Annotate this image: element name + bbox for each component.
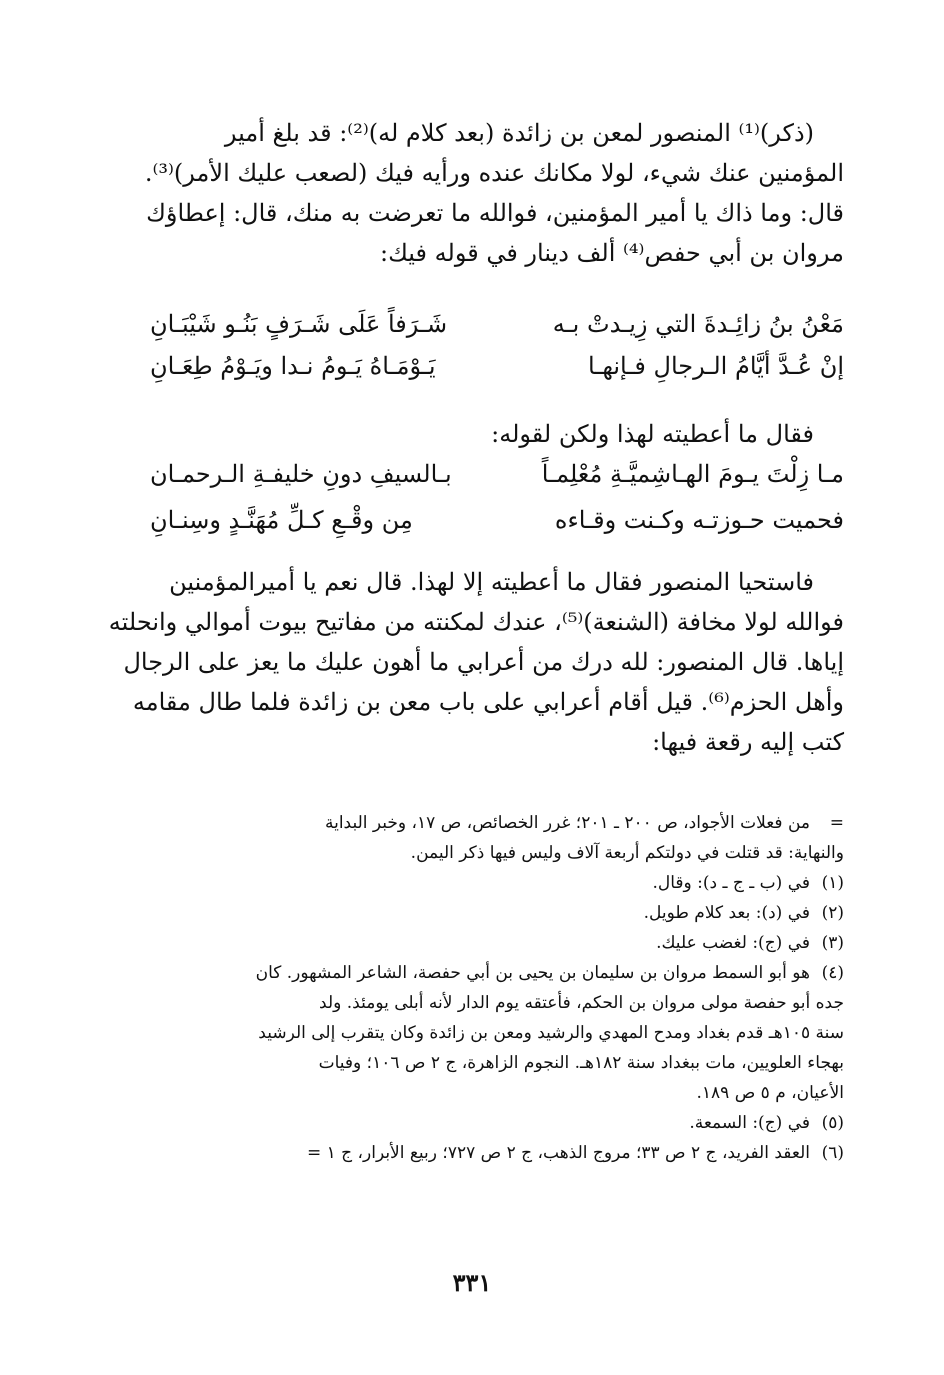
verse-line xyxy=(150,460,844,500)
footnote-number: (٣) xyxy=(821,933,844,953)
footnote-text: جده أبو حفصة مولى مروان بن الحكم، فأعتقه يوم الدار لأنه أبلى يومئذ. ولد xyxy=(319,993,844,1013)
verse-first-hemistich: مـا زِلْتَ يـومَ الهـاشِميَّـةِ مُعْلِمـاً xyxy=(541,460,844,488)
verse-second-hemistich: بـالسيفِ دونِ خليفـةِ الـرحمـان xyxy=(150,460,452,488)
verse-intro xyxy=(150,414,844,454)
paragraph-line: (ذكر)⁽¹⁾ المنصور لمعن بن زائدة (بعد كلام له)⁽²⁾: قد بلغ أمير xyxy=(224,119,814,147)
verse-first-hemistich: فحميت حـوزتـه وكـنت وقـاءه xyxy=(554,506,844,534)
paragraph-2 xyxy=(108,562,844,762)
footnote-text: في (ج): السمعة. xyxy=(689,1113,810,1133)
footnote-text: سنة ١٠٥هـ قدم بغداد ومدح المهدي والرشيد ومعن بن زائدة وكان يتقرب إلى الرشيد xyxy=(258,1023,844,1043)
footnote xyxy=(150,1108,844,1138)
footnote-number: (٤) xyxy=(821,963,844,983)
footnote-marker: = xyxy=(829,813,844,833)
footnote-text: الأعيان، م ٥ ص ١٨٩. xyxy=(696,1083,844,1103)
verse-first-hemistich: إنْ عُـدَّ أيَّامُ الـرجالِ فـإنهـا xyxy=(587,352,844,380)
paragraph-line: إياها. قال المنصور: لله درك من أعرابي ما أهون عليك ما يعز على الرجال xyxy=(123,648,844,676)
footnote-text: والنهاية: قد قتلت في دولتكم أربعة آلاف وليس فيها ذكر اليمن. xyxy=(410,843,844,863)
paragraph-line: قال: وما ذاك يا أمير المؤمنين، فوالله ما تعرضت به منك، قال: إعطاؤك xyxy=(146,199,844,227)
footnote-number: (٦) xyxy=(821,1143,844,1163)
paragraph-line: فاستحيا المنصور فقال ما أعطيته إلا لهذا. قال نعم يا أميرالمؤمنين xyxy=(169,568,814,596)
footnote-text: في (د): بعد كلام طويل. xyxy=(643,903,810,923)
footnotes xyxy=(150,808,844,1168)
paragraph-line: كتب إليه رقعة فيها: xyxy=(652,728,844,756)
paragraph-line: المؤمنين عنك شيء، لولا مكانك عنده ورأيه فيك (لصعب عليك الأمر)⁽³⁾. xyxy=(144,159,844,187)
footnote-continuation xyxy=(150,808,844,838)
paragraph-line: فوالله لولا مخافة (الشنعة)⁽⁵⁾، عندك لمكنته من مفاتيح بيوت أموالي وانحلته xyxy=(108,608,844,636)
footnote-text: بهجاء العلويين، مات ببغداد سنة ١٨٢هـ. النجوم الزاهرة، ج ٢ ص ١٠٦؛ وفيات xyxy=(318,1053,844,1073)
verse-second-hemistich: يَـوْمَـاهُ يَـومُ نـدا ويَـوْمُ طِعَـانِ xyxy=(150,352,436,380)
footnote-text: هو أبو السمط مروان بن سليمان بن يحيى بن أبي حفصة، الشاعر المشهور. كان xyxy=(255,963,810,983)
verse-first-hemistich: مَعْنُ بنُ زائِـدةَ التي زِيـدتْ بـه xyxy=(552,310,844,338)
footnote-text: من فعلات الأجواد، ص ٢٠٠ ـ ٢٠١؛ غرر الخصائص، ص ١٧، وخبر البداية xyxy=(324,813,810,833)
footnote xyxy=(150,898,844,928)
footnote xyxy=(150,1138,844,1168)
paragraph-line: مروان بن أبي حفص⁽⁴⁾ ألف دينار في قوله فيك: xyxy=(379,239,844,267)
paragraph-1 xyxy=(144,113,844,273)
verse-line xyxy=(150,310,844,350)
footnote xyxy=(150,928,844,958)
verse-second-hemistich: مِن وقْـعِ كـلِّ مُهَنَّـدٍ وسِنـانِ xyxy=(150,506,413,534)
paragraph-line: فقال ما أعطيته لهذا ولكن لقوله: xyxy=(491,420,814,448)
paragraph-line: وأهل الحزم⁽⁶⁾. قيل أقام أعرابي على باب معن بن زائدة فلما طال مقامه xyxy=(132,688,844,716)
verse-second-hemistich: شَـرَفاً عَلَى شَـرَفٍ بَنُـو شَيْبَـانِ xyxy=(150,310,448,338)
footnote-number: (٥) xyxy=(821,1113,844,1133)
footnote-number: (١) xyxy=(821,873,844,893)
footnote xyxy=(150,958,844,988)
footnote xyxy=(150,868,844,898)
page-number: ٣٣١ xyxy=(452,1268,492,1297)
footnote-text: في (ج): لغضب عليك. xyxy=(656,933,810,953)
verse-line xyxy=(150,506,844,546)
footnote-text: العقد الفريد، ج ٢ ص ٣٣؛ مروج الذهب، ج ٢ ص ٧٢٧؛ ربيع الأبرار، ج ١ = xyxy=(306,1143,810,1163)
footnote-number: (٢) xyxy=(821,903,844,923)
footnote-text: في (ب ـ ج ـ د): وقال. xyxy=(652,873,810,893)
verse-line xyxy=(150,352,844,392)
